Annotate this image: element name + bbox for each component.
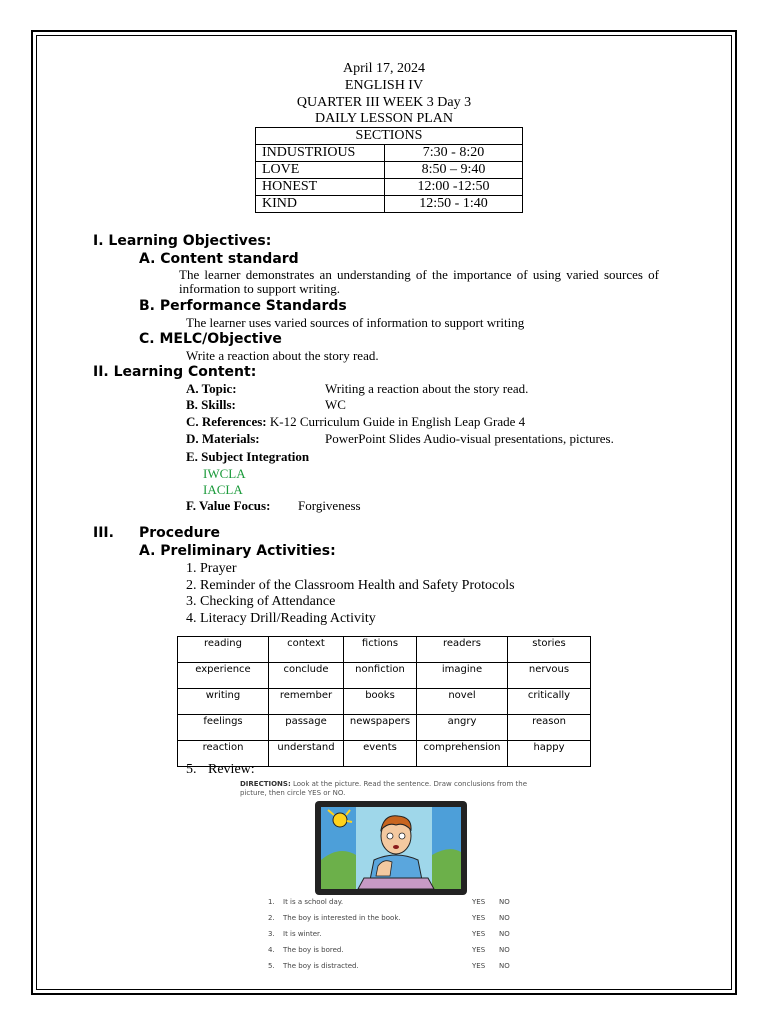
references-line — [186, 414, 525, 430]
preliminary-heading: A. Preliminary Activities: — [139, 543, 336, 559]
skills-value: WC — [325, 397, 346, 412]
section-time: 7:30 - 8:20 — [385, 145, 523, 162]
integration-item: IWCLA — [203, 466, 246, 481]
word-cell: reading — [178, 637, 269, 663]
table-row — [178, 637, 591, 663]
literacy-words-table — [177, 636, 591, 767]
table-row — [256, 179, 523, 196]
review-question-text: It is winter. — [283, 930, 322, 938]
word-cell: conclude — [269, 663, 344, 689]
content-heading: II. Learning Content: — [93, 364, 257, 380]
word-cell: happy — [508, 741, 591, 767]
procedure-step: 1. Prayer — [186, 561, 237, 576]
materials-label: D. Materials: — [186, 431, 260, 446]
table-row — [178, 715, 591, 741]
word-cell: comprehension — [417, 741, 508, 767]
word-cell: newspapers — [344, 715, 417, 741]
review-question-number: 2. — [268, 914, 275, 922]
section-name: LOVE — [256, 162, 385, 179]
review-no: NO — [499, 914, 510, 922]
word-cell: critically — [508, 689, 591, 715]
references-label: C. References: — [186, 414, 267, 429]
word-cell: passage — [269, 715, 344, 741]
objectives-heading: I. Learning Objectives: — [93, 233, 272, 249]
content-standard-text: The learner demonstrates an understanding of the importance of using varied sources of information to support writing. — [179, 267, 659, 296]
topic-label: A. Topic: — [186, 381, 237, 396]
table-row — [178, 663, 591, 689]
review-question-number: 1. — [268, 898, 275, 906]
word-cell: readers — [417, 637, 508, 663]
word-cell: writing — [178, 689, 269, 715]
integration-item: IACLA — [203, 482, 243, 497]
review-directions-text: Look at the picture. Read the sentence. Draw conclusions from the picture, then circle YES or NO. — [240, 780, 527, 797]
section-name: KIND — [256, 196, 385, 213]
melc-text: Write a reaction about the story read. — [186, 348, 379, 363]
word-cell: reaction — [178, 741, 269, 767]
word-cell: understand — [269, 741, 344, 767]
topic-value: Writing a reaction about the story read. — [325, 381, 529, 396]
performance-standards-text: The learner uses varied sources of information to support writing — [186, 315, 525, 330]
value-focus-value: Forgiveness — [298, 498, 361, 513]
value-focus-label: F. Value Focus: — [186, 498, 271, 513]
sections-table — [255, 127, 523, 213]
review-no: NO — [499, 930, 510, 938]
review-directions-label: DIRECTIONS: — [240, 780, 291, 788]
review-no: NO — [499, 962, 510, 970]
review-question-text: The boy is bored. — [283, 946, 344, 954]
integration-label: E. Subject Integration — [186, 449, 310, 464]
review-yes: YES — [472, 962, 486, 970]
review-question-number: 5. — [268, 962, 275, 970]
word-cell: angry — [417, 715, 508, 741]
sections-table-header: SECTIONS — [256, 128, 523, 145]
review-question-number: 4. — [268, 946, 275, 954]
section-time: 8:50 – 9:40 — [385, 162, 523, 179]
procedure-step: 2. Reminder of the Classroom Health and Safety Protocols — [186, 578, 515, 593]
table-row — [178, 689, 591, 715]
review-label: Review: — [208, 762, 255, 777]
review-question-text: The boy is interested in the book. — [283, 914, 401, 922]
section-time: 12:50 - 1:40 — [385, 196, 523, 213]
procedure-number: III. — [93, 525, 114, 541]
word-cell: fictions — [344, 637, 417, 663]
performance-standards-label: B. Performance Standards — [139, 298, 347, 314]
word-cell: experience — [178, 663, 269, 689]
review-no: NO — [499, 898, 510, 906]
review-question-text: It is a school day. — [283, 898, 344, 906]
table-row — [256, 196, 523, 213]
table-row — [256, 145, 523, 162]
word-cell: nervous — [508, 663, 591, 689]
lesson-subject: ENGLISH IV — [344, 78, 424, 93]
procedure-step: 4. Literacy Drill/Reading Activity — [186, 611, 376, 626]
word-cell: context — [269, 637, 344, 663]
review-number: 5. — [186, 762, 197, 777]
sections-table-header-row — [256, 128, 523, 145]
review-picture — [314, 800, 468, 896]
review-yes: YES — [472, 946, 486, 954]
lesson-date: April 17, 2024 — [342, 61, 426, 76]
word-cell: events — [344, 741, 417, 767]
procedure-heading: Procedure — [139, 525, 220, 541]
lesson-doc-title: DAILY LESSON PLAN — [314, 111, 454, 126]
procedure-step: 3. Checking of Attendance — [186, 594, 336, 609]
review-yes: YES — [472, 898, 486, 906]
table-row — [256, 162, 523, 179]
lesson-quarter: QUARTER III WEEK 3 Day 3 — [296, 95, 472, 110]
melc-label: C. MELC/Objective — [139, 331, 282, 347]
review-directions — [240, 780, 540, 798]
word-cell: feelings — [178, 715, 269, 741]
review-question-text: The boy is distracted. — [283, 962, 359, 970]
section-time: 12:00 -12:50 — [385, 179, 523, 196]
word-cell: imagine — [417, 663, 508, 689]
references-value: K-12 Curriculum Guide in English Leap Grade 4 — [269, 414, 526, 429]
skills-label: B. Skills: — [186, 397, 236, 412]
review-no: NO — [499, 946, 510, 954]
content-standard-label: A. Content standard — [139, 251, 299, 267]
review-yes: YES — [472, 930, 486, 938]
section-name: INDUSTRIOUS — [256, 145, 385, 162]
review-question-number: 3. — [268, 930, 275, 938]
materials-value: PowerPoint Slides Audio-visual presentations, pictures. — [325, 431, 614, 446]
word-cell: remember — [269, 689, 344, 715]
word-cell: reason — [508, 715, 591, 741]
section-name: HONEST — [256, 179, 385, 196]
word-cell: books — [344, 689, 417, 715]
review-yes: YES — [472, 914, 486, 922]
word-cell: stories — [508, 637, 591, 663]
word-cell: novel — [417, 689, 508, 715]
word-cell: nonfiction — [344, 663, 417, 689]
